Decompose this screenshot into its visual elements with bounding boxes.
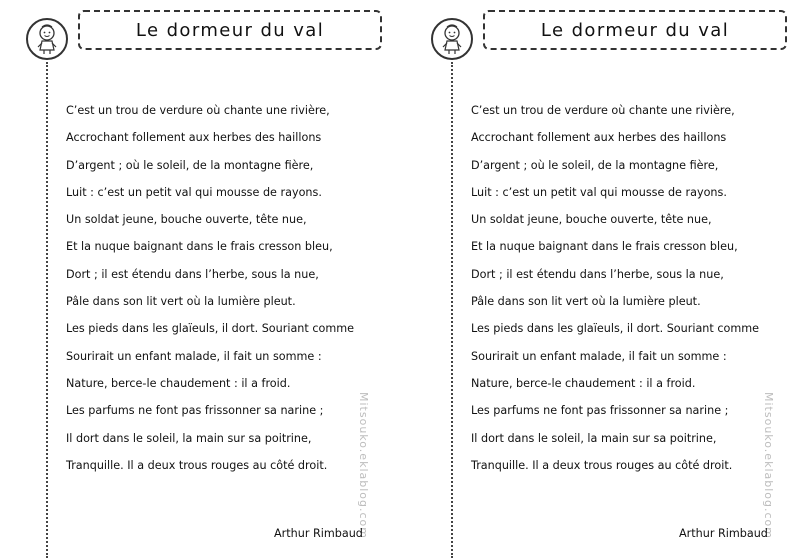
poem-line: Luit : c’est un petit val qui mousse de rayons. — [66, 185, 322, 199]
dotted-margin-line — [451, 62, 453, 558]
poem-line: Un soldat jeune, bouche ouverte, tête nue, — [471, 213, 712, 227]
poem-line: Dort ; il est étendu dans l’herbe, sous la nue, — [66, 267, 319, 281]
poem-line: C’est un trou de verdure où chante une rivière, — [471, 104, 735, 117]
poem-line: D’argent ; où le soleil, de la montagne fière, — [66, 158, 314, 172]
watermark: Mitsouko.eklablog.com — [357, 392, 370, 539]
poem-line: Les parfums ne font pas frissonner sa narine ; — [66, 404, 324, 418]
dotted-margin-line — [46, 62, 48, 558]
poem-line: Et la nuque baignant dans le frais cresson bleu, — [66, 240, 333, 254]
title-box — [78, 10, 382, 50]
poem-line: Et la nuque baignant dans le frais cresson bleu, — [471, 240, 738, 254]
poem-author: Arthur Rimbaud — [679, 527, 768, 540]
watermark: Mitsouko.eklablog.com — [762, 392, 775, 539]
poem-line: Accrochant follement aux herbes des haillons — [471, 131, 727, 145]
poem-line: Nature, berce-le chaudement : il a froid. — [66, 376, 291, 390]
poem-line: Pâle dans son lit vert où la lumière pleut. — [471, 295, 701, 309]
poem-line: Il dort dans le soleil, la main sur sa poitrine, — [66, 431, 312, 445]
poem-line: Sourirait un enfant malade, il fait un somme : — [471, 349, 727, 363]
poem-line: Luit : c’est un petit val qui mousse de rayons. — [471, 185, 727, 199]
poem-line: Pâle dans son lit vert où la lumière pleut. — [66, 295, 296, 309]
poem-author: Arthur Rimbaud — [274, 527, 363, 540]
poem-line: D’argent ; où le soleil, de la montagne fière, — [471, 158, 719, 172]
child-drawing-icon — [437, 23, 467, 55]
badge-circle — [26, 18, 68, 60]
poem-line: Un soldat jeune, bouche ouverte, tête nue, — [66, 213, 307, 227]
poem-line: Il dort dans le soleil, la main sur sa poitrine, — [471, 431, 717, 445]
poem-line: Les pieds dans les glaïeuls, il dort. Souriant comme — [471, 322, 760, 336]
poem-line: Tranquille. Il a deux trous rouges au côté droit. — [471, 458, 733, 472]
poem-title: Le dormeur du val — [540, 19, 730, 41]
poem-title: Le dormeur du val — [135, 19, 325, 41]
poem-line: C’est un trou de verdure où chante une rivière, — [66, 104, 330, 117]
poem-sheet-right — [405, 0, 800, 558]
poem-verse-list — [66, 97, 354, 479]
poem-line: Tranquille. Il a deux trous rouges au côté droit. — [66, 458, 328, 472]
badge-circle — [431, 18, 473, 60]
poem-line: Les parfums ne font pas frissonner sa narine ; — [471, 404, 729, 418]
poem-line: Accrochant follement aux herbes des haillons — [66, 131, 322, 145]
title-box — [483, 10, 787, 50]
child-drawing-icon — [32, 23, 62, 55]
poem-line: Nature, berce-le chaudement : il a froid. — [471, 376, 696, 390]
poem-line: Dort ; il est étendu dans l’herbe, sous la nue, — [471, 267, 724, 281]
poem-verse-list — [471, 97, 759, 479]
poem-line: Les pieds dans les glaïeuls, il dort. Souriant comme — [66, 322, 355, 336]
poem-line: Sourirait un enfant malade, il fait un somme : — [66, 349, 322, 363]
